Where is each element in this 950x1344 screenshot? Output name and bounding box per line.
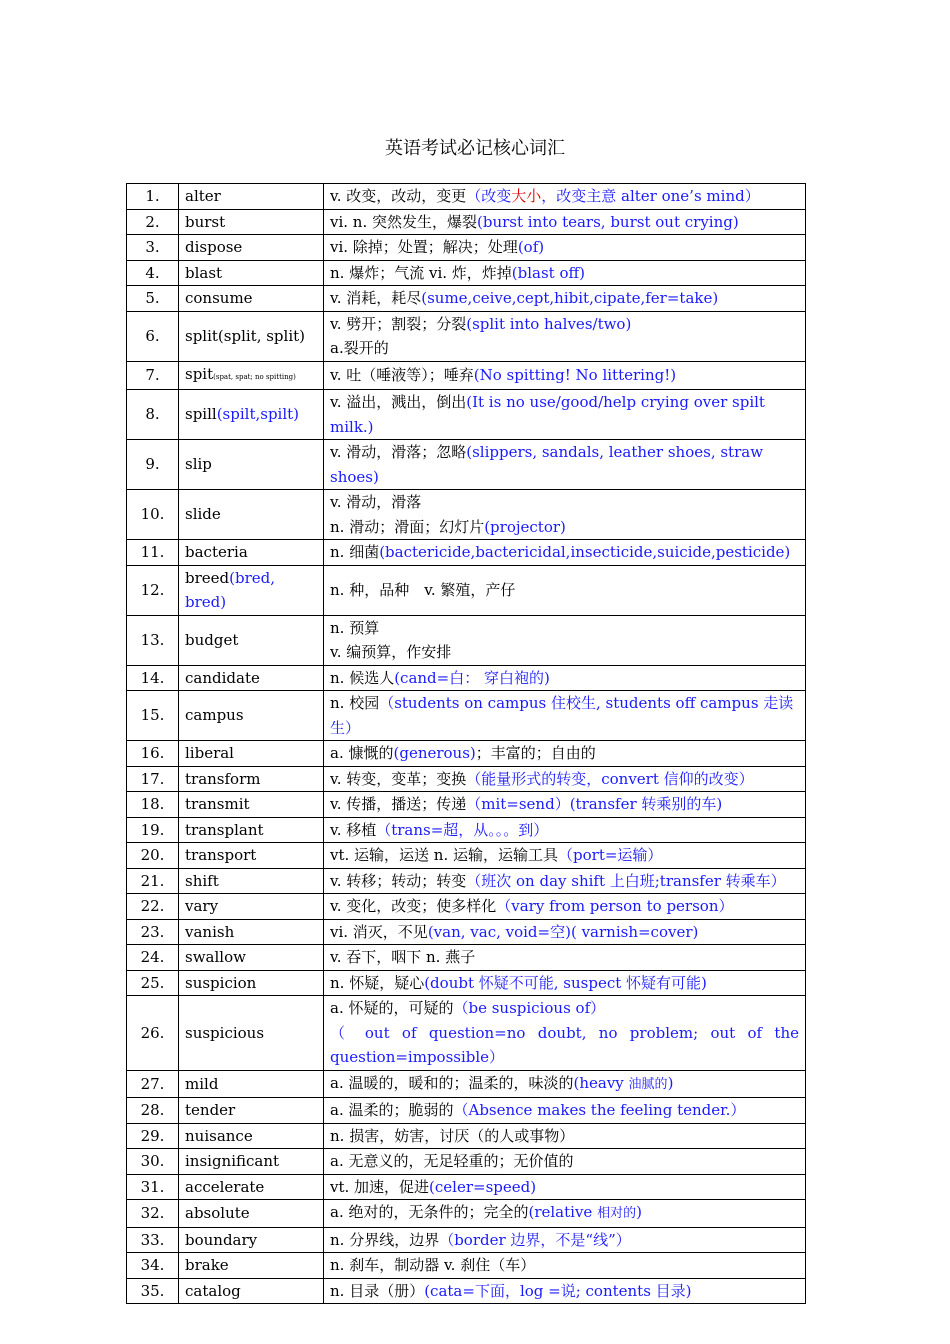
- word: catalog: [179, 1278, 324, 1304]
- definition: a. 绝对的，无条件的；完全的(relative 相对的): [324, 1200, 806, 1228]
- row-number: 6.: [127, 311, 179, 361]
- definition: v. 滑动，滑落 n. 滑动；滑面；幻灯片(projector): [324, 490, 806, 540]
- definition: v. 改变，改动，变更（改变大小，改变主意 alter one’s mind）: [324, 184, 806, 210]
- row-number: 13.: [127, 615, 179, 665]
- word: swallow: [179, 945, 324, 971]
- row-number: 34.: [127, 1253, 179, 1279]
- word: slip: [179, 440, 324, 490]
- row-number: 30.: [127, 1149, 179, 1175]
- definition: n. 爆炸；气流 vi. 炸，炸掉(blast off): [324, 260, 806, 286]
- word: nuisance: [179, 1123, 324, 1149]
- definition: n. 刹车，制动器 v. 刹住（车）: [324, 1253, 806, 1279]
- row-number: 11.: [127, 540, 179, 566]
- word: budget: [179, 615, 324, 665]
- table-row: [127, 691, 806, 741]
- row-number: 12.: [127, 565, 179, 615]
- definition: a. 怀疑的，可疑的（be suspicious of） （ out of question=no doubt, no problem; out of the question=impossible）: [324, 996, 806, 1071]
- definition: n. 损害，妨害，讨厌（的人或事物）: [324, 1123, 806, 1149]
- row-number: 20.: [127, 843, 179, 869]
- row-number: 28.: [127, 1098, 179, 1124]
- word: transport: [179, 843, 324, 869]
- table-row: [127, 361, 806, 390]
- word: alter: [179, 184, 324, 210]
- row-number: 26.: [127, 996, 179, 1071]
- row-number: 10.: [127, 490, 179, 540]
- definition: n. 怀疑，疑心(doubt 怀疑不可能, suspect 怀疑有可能): [324, 970, 806, 996]
- definition: vi. 除掉；处置；解决；处理(of): [324, 235, 806, 261]
- definition: v. 传播，播送；传递（mit=send）(transfer 转乘别的车): [324, 792, 806, 818]
- definition: v. 滑动，滑落；忽略(slippers, sandals, leather shoes, straw shoes): [324, 440, 806, 490]
- word: blast: [179, 260, 324, 286]
- definition: n. 预算 v. 编预算，作安排: [324, 615, 806, 665]
- word: transplant: [179, 817, 324, 843]
- definition: a. 温暖的，暖和的；温柔的，味淡的(heavy 油腻的): [324, 1070, 806, 1098]
- table-row: [127, 945, 806, 971]
- definition: vi. 消灭，不见(van, vac, void=空)( varnish=cover): [324, 919, 806, 945]
- row-number: 3.: [127, 235, 179, 261]
- table-row: [127, 894, 806, 920]
- word: spit(spat, spat; no spitting): [179, 361, 324, 390]
- definition: v. 吞下，咽下 n. 燕子: [324, 945, 806, 971]
- table-row: [127, 1070, 806, 1098]
- row-number: 4.: [127, 260, 179, 286]
- row-number: 18.: [127, 792, 179, 818]
- word: candidate: [179, 665, 324, 691]
- table-row: [127, 615, 806, 665]
- table-row: [127, 235, 806, 261]
- definition: v. 溢出，溅出，倒出(It is no use/good/help crying over spilt milk.): [324, 390, 806, 440]
- word: boundary: [179, 1227, 324, 1253]
- word: mild: [179, 1070, 324, 1098]
- word: dispose: [179, 235, 324, 261]
- table-row: [127, 1253, 806, 1279]
- row-number: 25.: [127, 970, 179, 996]
- word: tender: [179, 1098, 324, 1124]
- table-row: [127, 868, 806, 894]
- row-number: 33.: [127, 1227, 179, 1253]
- word: suspicion: [179, 970, 324, 996]
- table-row: [127, 440, 806, 490]
- row-number: 16.: [127, 741, 179, 767]
- word: breed(bred, bred): [179, 565, 324, 615]
- row-number: 23.: [127, 919, 179, 945]
- table-row: [127, 1174, 806, 1200]
- definition: v. 吐（唾液等）；唾弃(No spitting! No littering!): [324, 361, 806, 390]
- word: spill(spilt,spilt): [179, 390, 324, 440]
- definition: a. 慷慨的(generous)；丰富的；自由的: [324, 741, 806, 767]
- table-row: [127, 184, 806, 210]
- table-row: [127, 311, 806, 361]
- row-number: 21.: [127, 868, 179, 894]
- table-row: [127, 1098, 806, 1124]
- row-number: 27.: [127, 1070, 179, 1098]
- word: insignificant: [179, 1149, 324, 1175]
- word: burst: [179, 209, 324, 235]
- word: bacteria: [179, 540, 324, 566]
- word: brake: [179, 1253, 324, 1279]
- definition: vt. 加速，促进(celer=speed): [324, 1174, 806, 1200]
- table-row: [127, 286, 806, 312]
- definition: n. 目录（册）(cata=下面，log =说; contents 目录): [324, 1278, 806, 1304]
- table-row: [127, 1123, 806, 1149]
- word: campus: [179, 691, 324, 741]
- definition: a. 无意义的，无足轻重的；无价值的: [324, 1149, 806, 1175]
- table-row: [127, 766, 806, 792]
- row-number: 7.: [127, 361, 179, 390]
- row-number: 1.: [127, 184, 179, 210]
- table-row: [127, 565, 806, 615]
- row-number: 31.: [127, 1174, 179, 1200]
- word: slide: [179, 490, 324, 540]
- definition: vi. n. 突然发生，爆裂(burst into tears, burst out crying): [324, 209, 806, 235]
- table-row: [127, 1149, 806, 1175]
- row-number: 35.: [127, 1278, 179, 1304]
- table-row: [127, 1227, 806, 1253]
- table-row: [127, 843, 806, 869]
- word: vary: [179, 894, 324, 920]
- table-row: [127, 996, 806, 1071]
- definition: v. 转变，变革；变换（能量形式的转变，convert 信仰的改变）: [324, 766, 806, 792]
- definition: v. 劈开；割裂；分裂(split into halves/two) a.裂开的: [324, 311, 806, 361]
- row-number: 9.: [127, 440, 179, 490]
- row-number: 22.: [127, 894, 179, 920]
- table-row: [127, 1200, 806, 1228]
- table-row: [127, 540, 806, 566]
- table-row: [127, 1278, 806, 1304]
- row-number: 5.: [127, 286, 179, 312]
- definition: v. 移植（trans=超，从。。。到）: [324, 817, 806, 843]
- page-title: 英语考试必记核心词汇: [385, 138, 565, 159]
- row-number: 2.: [127, 209, 179, 235]
- word: absolute: [179, 1200, 324, 1228]
- definition: v. 变化，改变；使多样化（vary from person to person）: [324, 894, 806, 920]
- definition: vt. 运输，运送 n. 运输，运输工具（port=运输）: [324, 843, 806, 869]
- table-row: [127, 490, 806, 540]
- vocab-table: [126, 183, 806, 1304]
- table-row: [127, 260, 806, 286]
- definition: n. 细菌(bactericide,bactericidal,insecticide,suicide,pesticide): [324, 540, 806, 566]
- definition: v. 消耗，耗尽(sume,ceive,cept,hibit,cipate,fer=take): [324, 286, 806, 312]
- table-row: [127, 209, 806, 235]
- table-row: [127, 665, 806, 691]
- row-number: 14.: [127, 665, 179, 691]
- word: split(split, split): [179, 311, 324, 361]
- word: accelerate: [179, 1174, 324, 1200]
- row-number: 17.: [127, 766, 179, 792]
- word: suspicious: [179, 996, 324, 1071]
- row-number: 15.: [127, 691, 179, 741]
- definition: n. 分界线，边界（border 边界，不是“线”）: [324, 1227, 806, 1253]
- row-number: 32.: [127, 1200, 179, 1228]
- word: vanish: [179, 919, 324, 945]
- word: liberal: [179, 741, 324, 767]
- table-row: [127, 741, 806, 767]
- table-row: [127, 792, 806, 818]
- row-number: 24.: [127, 945, 179, 971]
- word: shift: [179, 868, 324, 894]
- word: consume: [179, 286, 324, 312]
- word: transmit: [179, 792, 324, 818]
- table-row: [127, 390, 806, 440]
- definition: n. 候选人(cand=白： 穿白袍的): [324, 665, 806, 691]
- word: transform: [179, 766, 324, 792]
- table-row: [127, 919, 806, 945]
- definition: a. 温柔的；脆弱的（Absence makes the feeling tender.）: [324, 1098, 806, 1124]
- row-number: 19.: [127, 817, 179, 843]
- definition: v. 转移；转动；转变（班次 on day shift 上白班;transfer 转乘车）: [324, 868, 806, 894]
- definition: n. 种，品种 v. 繁殖，产仔: [324, 565, 806, 615]
- definition: n. 校园（students on campus 住校生, students off campus 走读生）: [324, 691, 806, 741]
- table-row: [127, 817, 806, 843]
- table-row: [127, 970, 806, 996]
- row-number: 8.: [127, 390, 179, 440]
- row-number: 29.: [127, 1123, 179, 1149]
